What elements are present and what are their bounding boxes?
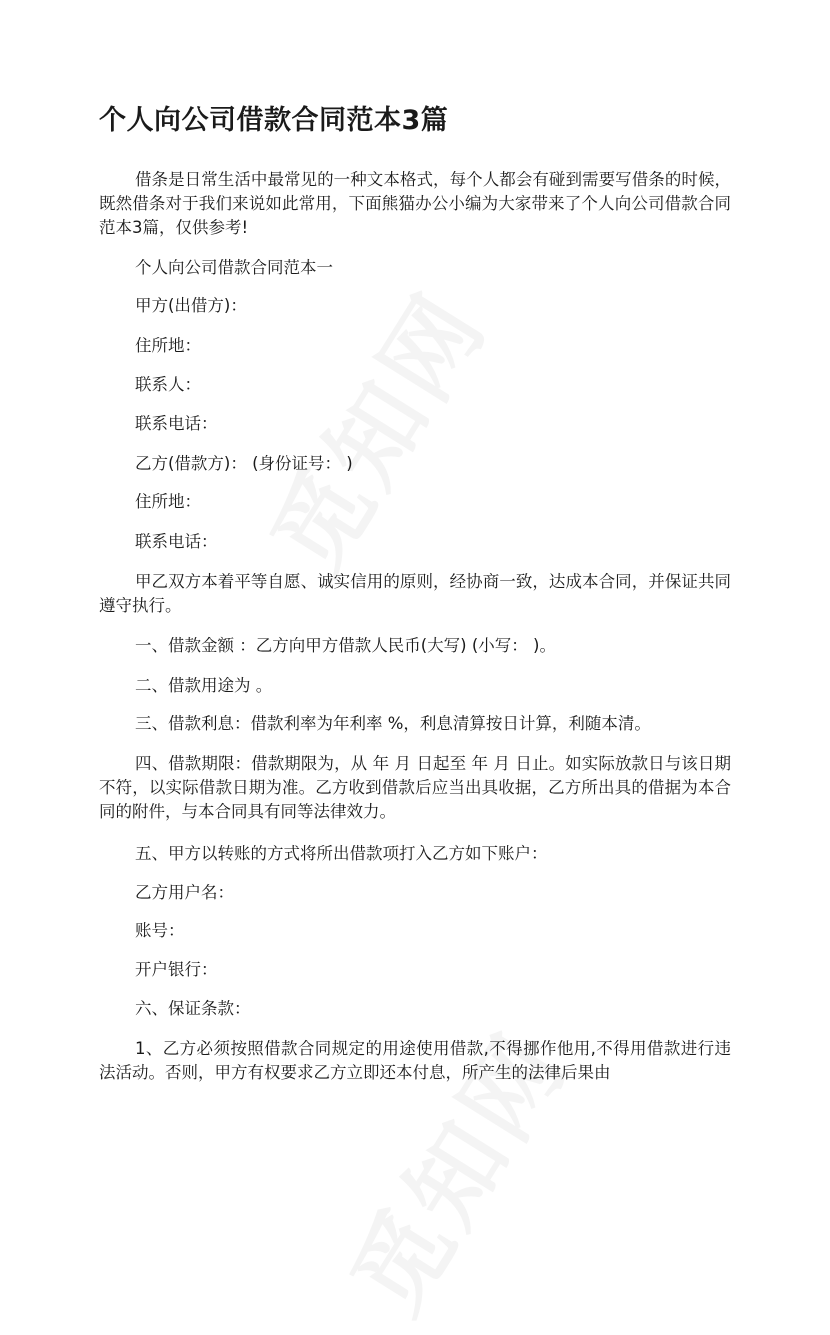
party-a-contact: 联系人： xyxy=(135,375,201,394)
clause-6: 六、保证条款： xyxy=(135,999,251,1018)
account-number: 账号： xyxy=(135,921,185,940)
party-b-address: 住所地： xyxy=(135,492,201,511)
clause-2: 二、借款用途为 。 xyxy=(135,676,273,695)
clause-4-paragraph: 四、借款期限：借款期限为，从 年 月 日起至 年 月 日止。如实际放款日与该日期不符，以实际借款日期为准。乙方收到借款后应当出具收据，乙方所出具的借据为本合同的附件，与本合同具有同等法律效力。 xyxy=(99,754,731,821)
clause-1: 一、借款金额 ：乙方向甲方借款人民币(大写) (小写： )。 xyxy=(135,636,556,655)
party-b: 乙方(借款方)： (身份证号： ) xyxy=(135,454,353,473)
account-name: 乙方用户名： xyxy=(135,883,234,902)
clause-6-1-paragraph: 1、乙方必须按照借款合同规定的用途使用借款,不得挪作他用,不得用借款进行违法活动。否则，甲方有权要求乙方立即还本付息，所产生的法律后果由 xyxy=(99,1039,731,1082)
party-b-phone: 联系电话： xyxy=(135,532,218,551)
document-title: 个人向公司借款合同范本3篇 xyxy=(99,105,449,136)
party-a: 甲方(出借方)： xyxy=(135,296,247,315)
clause-5: 五、甲方以转账的方式将所出借款项打入乙方如下账户： xyxy=(135,844,548,863)
clause-3: 三、借款利息：借款利率为年利率 %，利息清算按日计算，利随本清。 xyxy=(135,714,651,733)
party-a-phone: 联系电话： xyxy=(135,414,218,433)
preamble-paragraph: 甲乙双方本着平等自愿、诚实信用的原则，经协商一致，达成本合同，并保证共同遵守执行。 xyxy=(99,572,731,615)
watermark xyxy=(234,262,512,594)
section-title: 个人向公司借款合同范本一 xyxy=(135,258,333,277)
party-a-address: 住所地： xyxy=(135,336,201,355)
intro-paragraph: 借条是日常生活中最常见的一种文本格式，每个人都会有碰到需要写借条的时候，既然借条对于我们来说如此常用，下面熊猫办公小编为大家带来了个人向公司借款合同范本3篇，仅供参考! xyxy=(99,170,731,237)
bank-name: 开户银行： xyxy=(135,960,218,979)
